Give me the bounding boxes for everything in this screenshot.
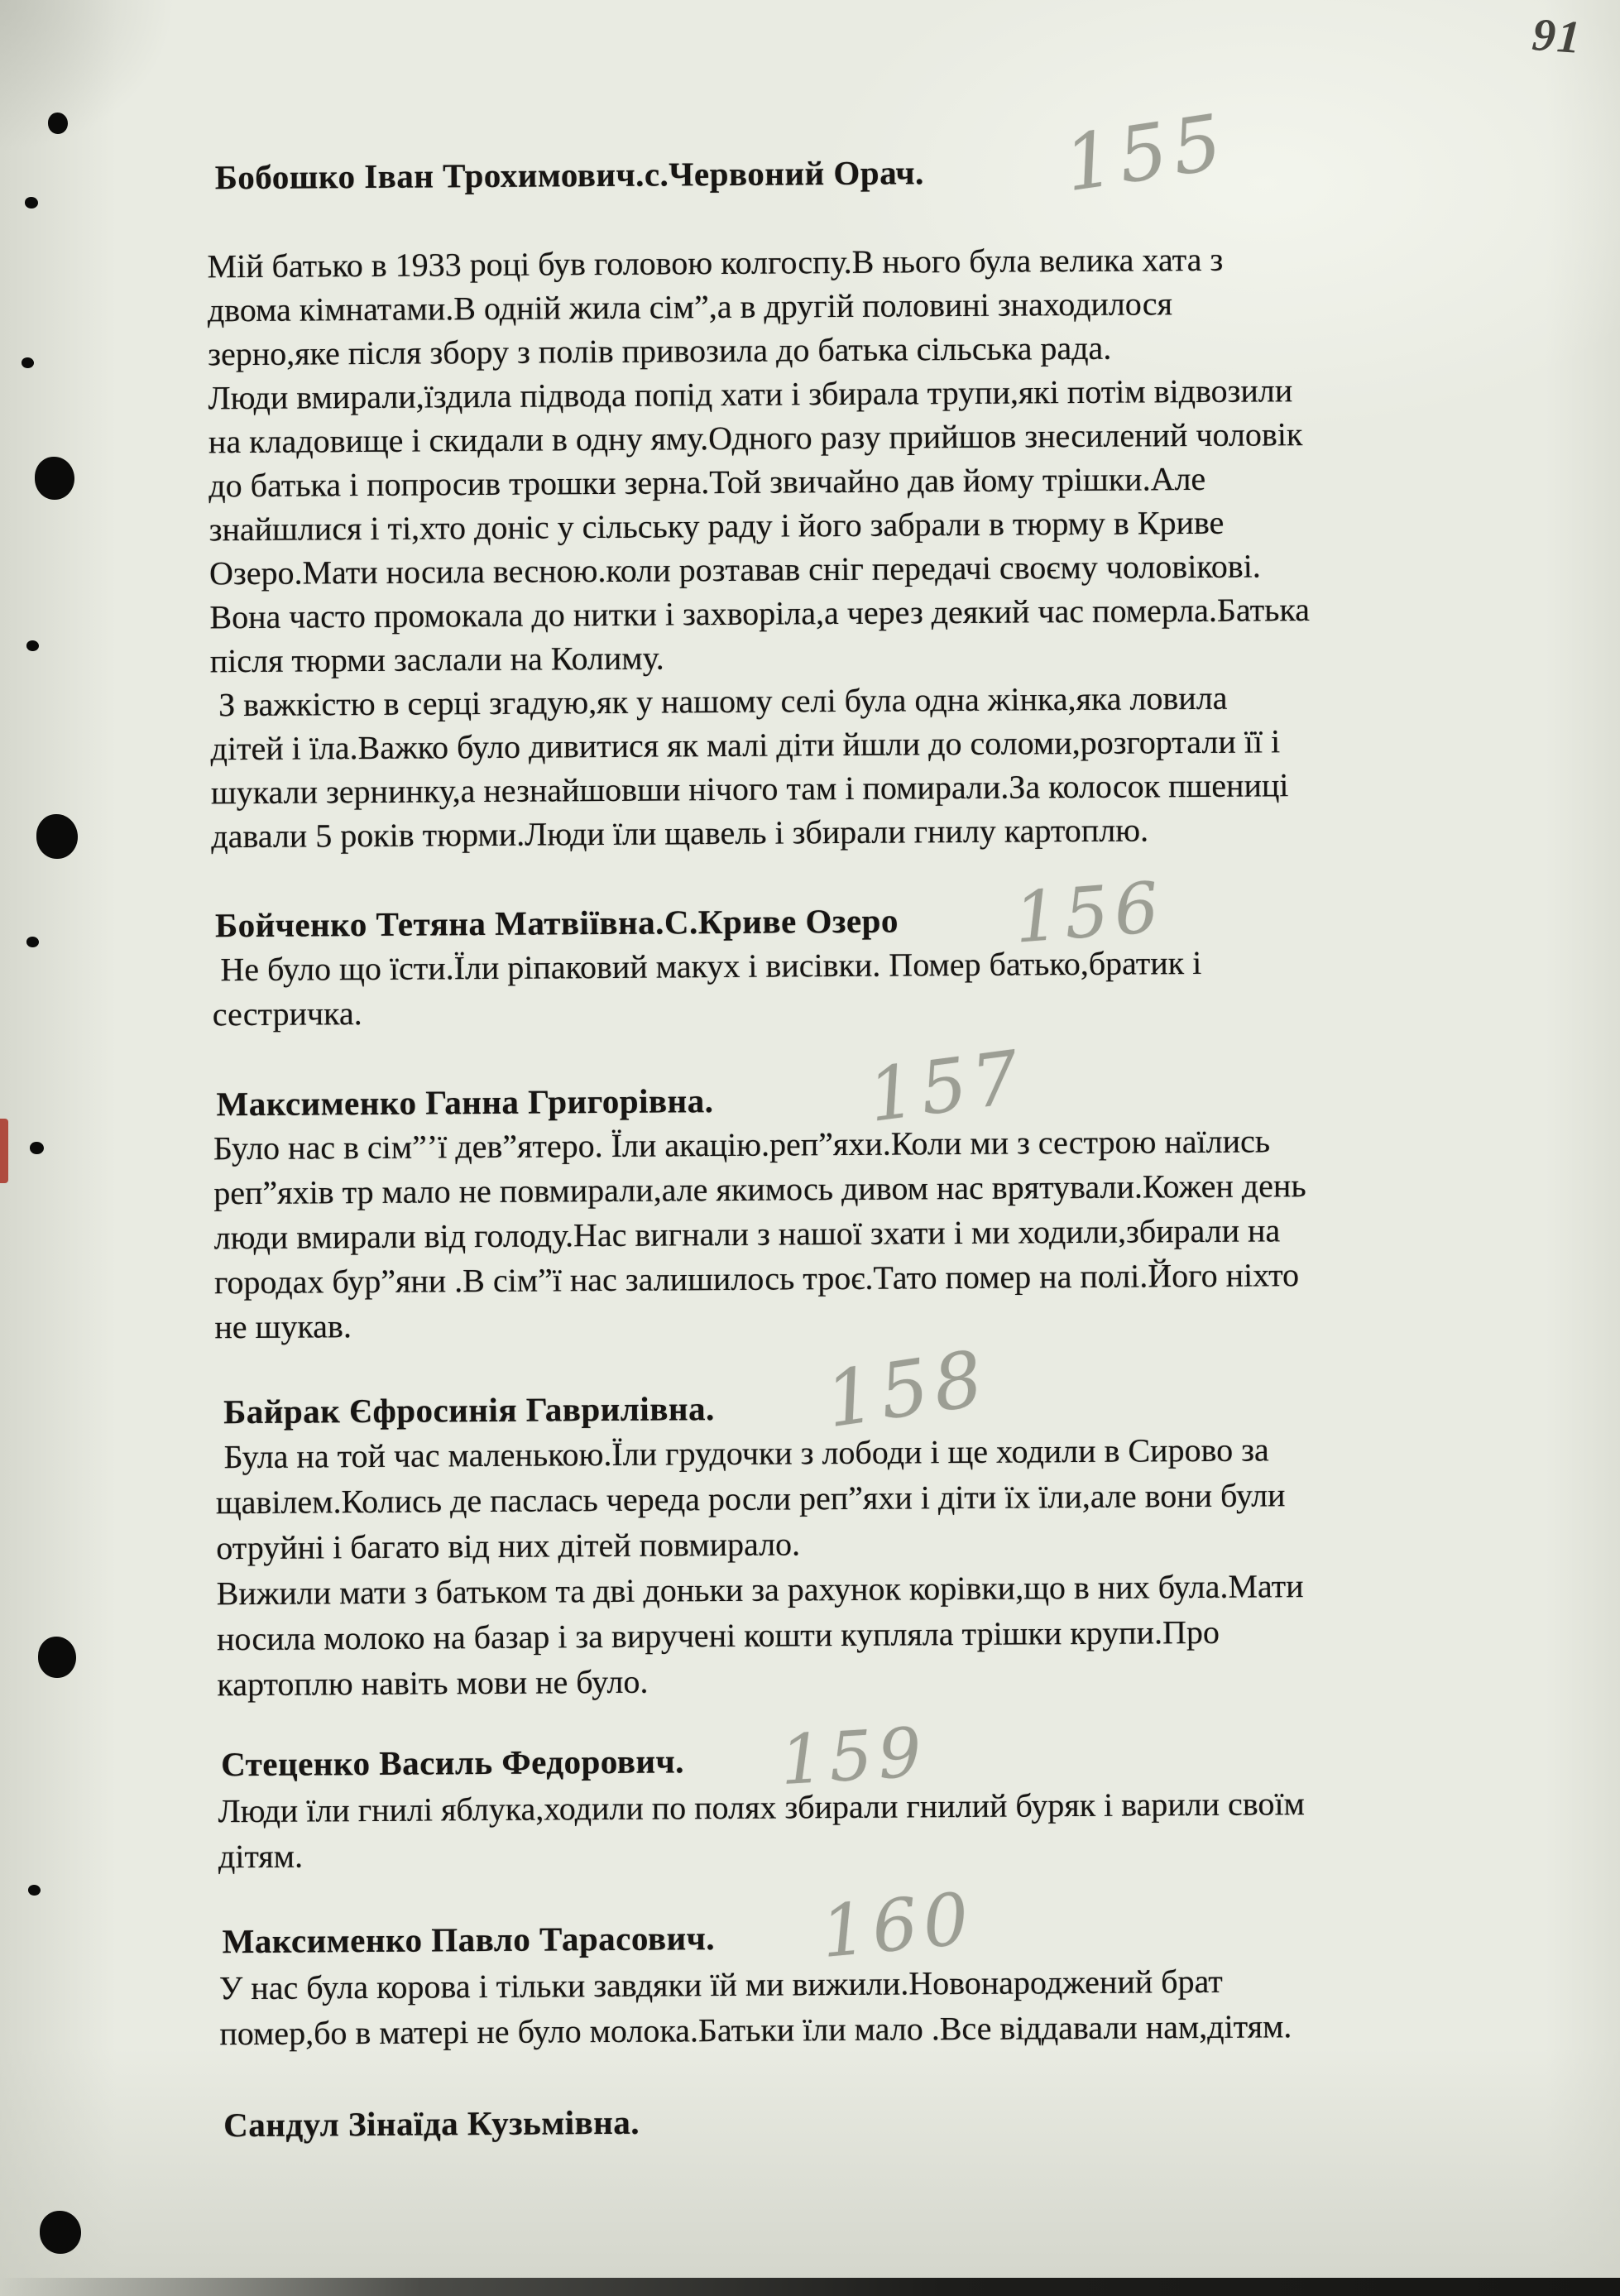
hole-punch-mark [26,640,39,651]
hole-punch-mark [48,113,68,134]
text-line: до батька і попросив трошки зерна.Той звичайно дав йому трішки.Але [208,459,1206,505]
testimony-heading: Бойченко Тетяна Матвіївна.С.Криве Озеро [214,901,899,945]
text-line: носила молоко на базар і за виручені кошти купляла трішки крупи.Про [216,1613,1220,1658]
text-line: сестричка. [212,995,362,1033]
ink-blot-mark [35,457,74,500]
text-line: дітям. [218,1837,304,1876]
testimony-heading: Максименко Павло Тарасович. [222,1919,716,1961]
ink-blot-mark [38,1637,76,1678]
testimony-heading: Сандул Зінаїда Кузьмівна. [223,2102,640,2145]
hole-punch-mark [26,937,39,947]
testimony-heading: Байрак Єфросинія Гаврилівна. [223,1389,715,1431]
handwritten-record-number: 156 [1011,866,1167,959]
text-line: Озеро.Мати носила весною.коли розтавав сніг передачі своєму чоловікові. [208,547,1261,592]
text-line: щавілем.Колись де паслась череда росли реп”яхи і діти їх їли,але вони були [215,1476,1286,1522]
text-line: Люди вмирали,їздила підвода попід хати і збирала трупи,які потім відвозили [208,371,1293,417]
text-line: З важкістю в серці згадую,як у нашому селі була одна жінка,яка ловила [210,678,1228,724]
text-line: Мій батько в 1933 році був головою колгоспу.В нього була велика хата з [207,240,1224,285]
text-line: знайшлися і ті,хто доніс у сільську раду і його забрали в тюрму в Криве [208,503,1225,549]
handwritten-record-number: 159 [778,1713,930,1801]
ink-blot-mark [36,814,78,859]
testimony-text [219,1956,1544,2056]
text-line: У нас була корова і тільки завдяки їй ми вижили.Новонароджений брат [218,1962,1223,2007]
text-line: зерно,яке після збору з полів привозила до батька сільська рада. [208,328,1112,373]
handwritten-record-number: 157 [863,1033,1030,1138]
text-line: на кладовище і скидали в одну яму.Одного разу прийшов знесилений чоловік [208,415,1303,461]
text-line: Було нас в сім”’ї дев”ятеро. Їли акацію.реп”яхи.Коли ми з сестрою наїлись [213,1122,1271,1167]
testimony-text [207,235,1535,858]
testimony-text [212,938,1536,1037]
text-line: реп”яхів тр мало не повмирали,але якимось дивом нас врятували.Кожен день [213,1167,1306,1212]
handwritten-page-number: 91 [1530,8,1584,65]
text-line: не шукав. [214,1307,352,1346]
text-line: давали 5 років тюрми.Люди їли щавель і збирали гнилу картоплю. [211,811,1149,856]
text-line: люди вмирали від голоду.Нас вигнали з нашої зхати і ми ходили,збирали на [213,1211,1281,1257]
text-line: Люди їли гнилі яблука,ходили по полях збирали гнилий буряк і варили своїм [218,1785,1306,1830]
text-line: Не було що їсти.Їли ріпаковий макух і висівки. Помер батько,братик і [212,943,1202,989]
text-line: Була на той час маленькою.Їли грудочки з лободи і ще ходили в Сирово за [215,1431,1269,1476]
testimony-heading: Стеценко Василь Федорович. [220,1742,685,1784]
text-line: отруйні і багато від них дітей повмирало. [216,1525,801,1567]
hole-punch-mark [28,1885,41,1896]
testimony-heading: Бобошко Іван Трохимович.с.Червоний Орач. [214,153,924,197]
ink-blot-mark [40,2211,81,2254]
text-line: Вижили мати з батьком та дві доньки за рахунок корівки,що в них була.Мати [216,1567,1304,1613]
text-line: дітей і їла.Важко було дивитися як малі діти йшли до соломи,розгортали її і [210,722,1281,768]
text-line: картоплю навіть мови не було. [217,1662,649,1704]
handwritten-record-number: 158 [820,1333,995,1445]
testimony-text [213,1117,1539,1349]
red-margin-mark [0,1119,8,1183]
testimony-heading: Максименко Ганна Григорівна. [216,1081,714,1124]
text-line: городах бур”яни .В сім”ї нас залишилось троє.Тато помер на полі.Його ніхто [213,1256,1300,1301]
text-line: після тюрми заслали на Колиму. [209,639,664,680]
hole-punch-mark [30,1142,44,1154]
hole-punch-mark [25,197,38,209]
hole-punch-mark [22,357,34,368]
scanner-edge-shadow [0,2278,1620,2296]
text-line: помер,бо в матері не було молока.Батьки їли мало .Все віддавали нам,дітям. [219,2007,1292,2053]
handwritten-record-number: 155 [1058,97,1233,209]
text-line: Вона часто промокала до нитки і захворіла,а через деякий час померла.Батька [209,591,1311,636]
text-line: шукали зернинку,а незнайшовши нічого там і помирали.За колосок пшениці [210,766,1289,812]
handwritten-record-number: 160 [817,1877,978,1975]
testimony-text [218,1779,1542,1879]
text-line: двома кімнатами.В одній жила сім”,а в другій половині знаходилося [207,285,1173,329]
testimony-text [215,1425,1541,1707]
